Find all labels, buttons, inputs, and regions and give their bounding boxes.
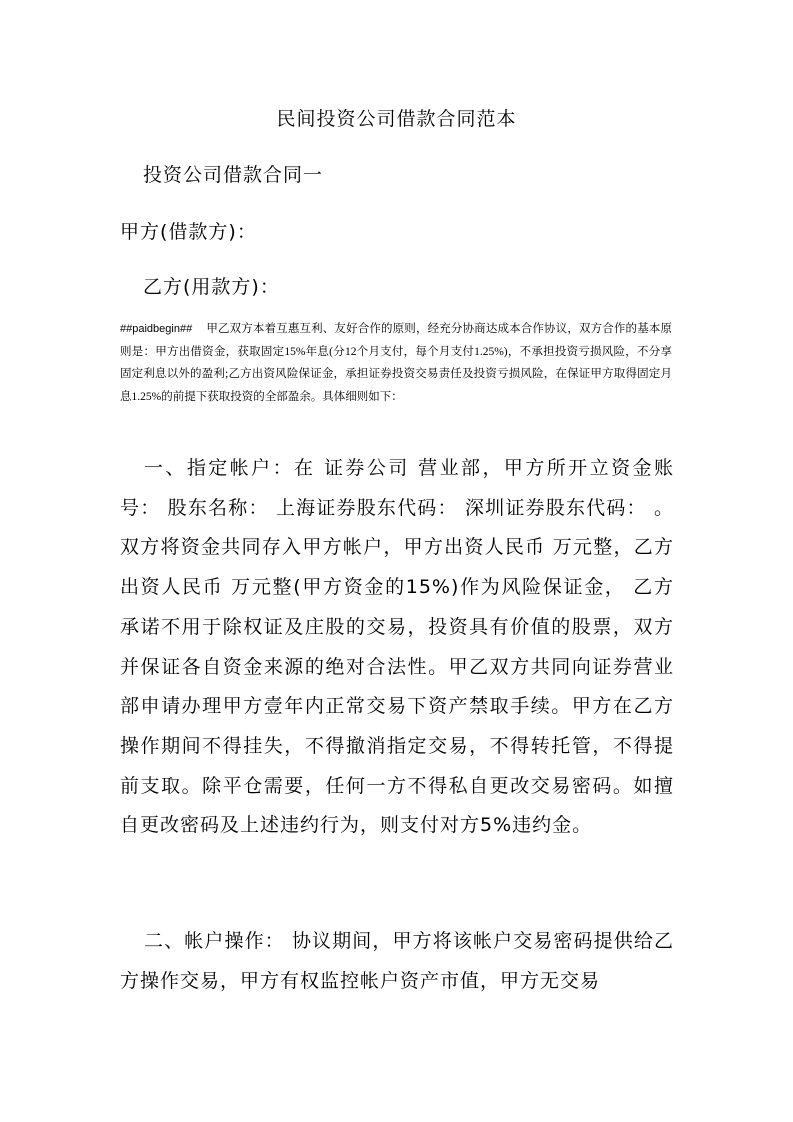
- party-a-label: 甲方(借款方)：: [120, 221, 257, 243]
- intro-text: 甲乙双方本着互惠互利、友好合作的原则，经充分协商达成本合作协议，双方合作的基本原则是：甲方出借资金，获取固定15%年息(分12个月支付，每个月支付1.25%)，不承担投资亏损风险，不分享固定利息以外的盈利;乙方出资风险保证金，承担证券投资交易责任及投资亏损风险，在保证甲方取得固定月息1.25%的前提下获取投资的全部盈余。具体细则如下：: [120, 323, 672, 403]
- contract-subtitle: 投资公司借款合同一: [143, 164, 324, 186]
- paid-marker: ##paidbegin##: [120, 323, 193, 335]
- clause-account-operation: 二、帐户操作： 协议期间，甲方将该帐户交易密码提供给乙方操作交易，甲方有权监控帐户资产市值，甲方无交易: [120, 930, 674, 992]
- document-title: 民间投资公司借款合同范本: [276, 108, 517, 130]
- intro-paragraph: [120, 318, 672, 408]
- party-b-label: 乙方(用款方)：: [143, 276, 280, 298]
- clause-designated-account: 一、指定帐户：在 证券公司 营业部，甲方所开立资金账号： 股东名称： 上海证券股东代码： 深圳证券股东代码： 。双方将资金共同存入甲方帐户，甲方出资人民币 万元整，乙方出资人民币 万元整(甲方资金的15%)作为风险保证金， 乙方承诺不用于除权证及庄股的交易，投资具有价值的股票，双方并保证各自资金来源的绝对合法性。甲乙双方共同向证券营业部申请办理甲方壹年内正常交易下资产禁取手续。甲方在乙方操作期间不得挂失，不得撤消指定交易，不得转托管，不得提前支取。除平仓需要，任何一方不得私自更改交易密码。如擅自更改密码及上述违约行为，则支付对方5%违约金。: [120, 457, 674, 837]
